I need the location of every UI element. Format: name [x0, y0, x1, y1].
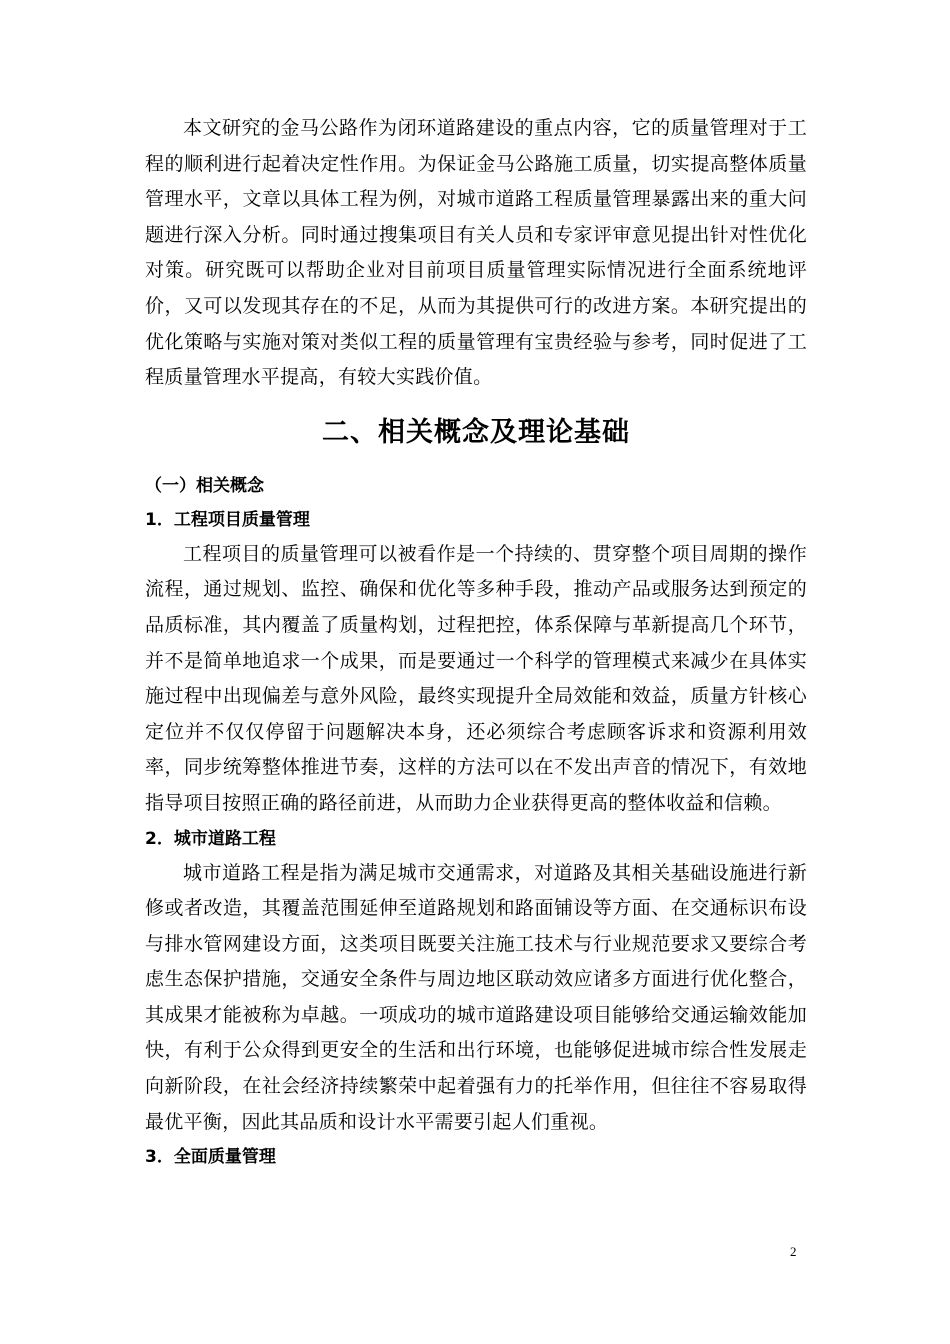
intro-paragraph: 本文研究的金马公路作为闭环道路建设的重点内容，它的质量管理对于工程的顺利进行起着决定性作用。为保证金马公路施工质量，切实提高整体质量管理水平，文章以具体工程为例，对城市道路工程质量管理暴露出来的重大问题进行深入分析。同时通过搜集项目有关人员和专家评审意见提出针对性优化对策。研究既可以帮助企业对目前项目质量管理实际情况进行全面系统地评价，又可以发现其存在的不足，从而为其提供可行的改进方案。本研究提出的优化策略与实施对策对类似工程的质量管理有宝贵经验与参考，同时促进了工程质量管理水平提高，有较大实践价值。: [145, 117, 807, 389]
subsection-paragraph-2: 城市道路工程是指为满足城市交通需求，对道路及其相关基础设施进行新修或者改造，其覆盖范围延伸至道路规划和路面铺设等方面、在交通标识布设与排水管网建设方面，这类项目既要关注施工技术与行业规范要求又要综合考虑生态保护措施，交通安全条件与周边地区联动效应诸多方面进行优化整合，其成果才能被称为卓越。一项成功的城市道路建设项目能够给交通运输效能加快，有利于公众得到更安全的生活和出行环境，也能够促进城市综合性发展走向新阶段，在社会经济持续繁荣中起着强有力的托举作用，但往往不容易取得最优平衡，因此其品质和设计水平需要引起人们重视。: [145, 861, 807, 1133]
chapter-title: 二、相关概念及理论基础: [322, 416, 630, 448]
subsection-heading-1: 1．工程项目质量管理: [145, 509, 310, 530]
page-body: [145, 111, 807, 1174]
subsection-heading-2: 2．城市道路工程: [145, 828, 276, 849]
subsection-paragraph-1: 工程项目的质量管理可以被看作是一个持续的、贯穿整个项目周期的操作流程，通过规划、监控、确保和优化等多种手段，推动产品或服务达到预定的品质标准，其内覆盖了质量构划，过程把控，体系保障与革新提高几个环节，并不是简单地追求一个成果，而是要通过一个科学的管理模式来减少在具体实施过程中出现偏差与意外风险，最终实现提升全局效能和效益，质量方针核心定位并不仅仅停留于问题解决本身，还必须综合考虑顾客诉求和资源利用效率，同步统筹整体推进节奏，这样的方法可以在不发出声音的情况下，有效地指导项目按照正确的路径前进，从而助力企业获得更高的整体收益和信赖。: [145, 542, 807, 814]
section-heading: （一）相关概念: [145, 475, 264, 496]
subsection-heading-3: 3．全面质量管理: [145, 1147, 276, 1168]
page-number: 2: [790, 1244, 797, 1259]
